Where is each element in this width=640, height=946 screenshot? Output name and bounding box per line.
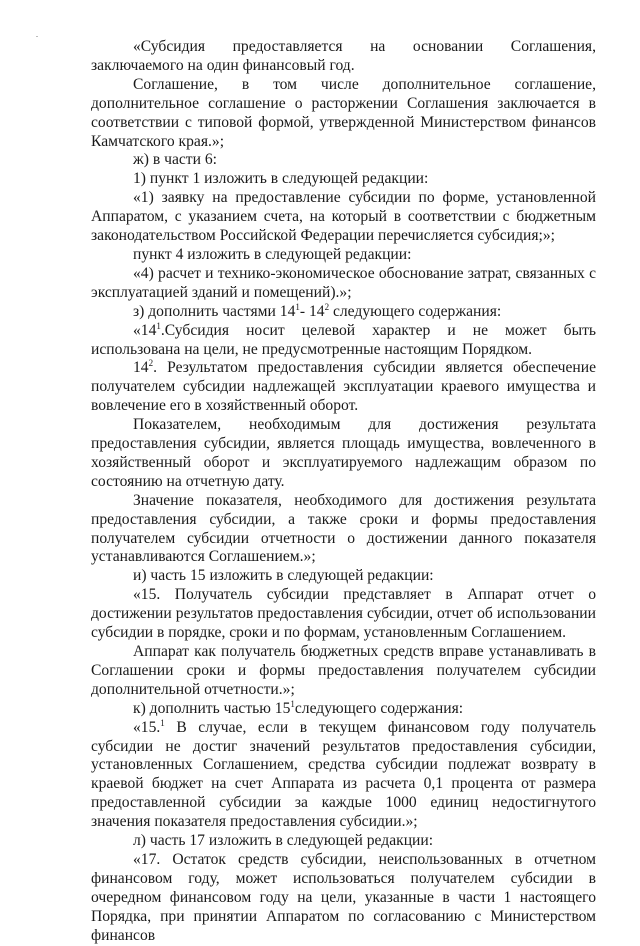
paragraph-item-z: з) дополнить частями $14^1-$ $14^2$ следующего содержания:: [133, 301, 502, 320]
paragraph-17: «17. Остаток средств субсидии, неиспользованных в отчетном финансовом году, может использоваться получателем субсидии в очередном финансовом году на цели, указанные в части 1 настоящего Порядка, при принятии Аппаратом по согласованию с Министерством финансов: [91, 850, 596, 944]
paragraph-point-1-text: «1) заявку на предоставление субсидии по форме, установленной Аппаратом, с указанием счета, на который в соответствии с бюджетным законодательством Российской Федерации перечисляется субсидия;»;: [91, 189, 596, 245]
paragraph-point-4-heading: пункт 4 изложить в следующей редакции:: [133, 245, 412, 263]
paragraph-point-4-text: «4) расчет и технико-экономическое обоснование затрат, связанных с эксплуатацией зданий и помещений).»;: [91, 264, 596, 301]
paragraph-subsidy-basis: «Субсидия предоставляется на основании Соглашения, заключаемого на один финансовый год.: [91, 38, 596, 74]
paragraph-point-1-heading: 1) пункт 1 изложить в следующей редакции:: [133, 170, 429, 188]
scan-speck: [36, 36, 38, 37]
paragraph-indicator: Показателем, необходимым для достижения результата предоставления субсидии, является площадь имущества, вовлеченного в хозяйственный оборот и эксплуатируемого надлежащим образом по состоянию на отчетную дату.: [91, 416, 596, 490]
paragraph-15: «15. Получатель субсидии представляет в Аппарат отчет о достижении результатов предоставления субсидии, отчет об использовании субсидии в порядке, сроки и по формам, установленным Соглашением.: [91, 586, 596, 642]
document-body: [91, 38, 596, 946]
paragraph-indicator-value: Значение показателя, необходимого для достижения результата предоставления субсидии, а также сроки и формы предоставления получателем субсидии отчетности о достижении данного показателя устанавливаются Соглашением.»;: [91, 491, 596, 566]
paragraph-item-zh: ж) в части 6:: [133, 151, 217, 169]
paragraph-14-2: $14^2$. Результатом предоставления субсидии является обеспечение получателем субсидии надлежащей эксплуатации краевого имущества и вовлечение его в хозяйственный оборот.: [91, 358, 596, 415]
paragraph-apparatus-rights: Аппарат как получатель бюджетных средств вправе устанавливать в Соглашении сроки и формы предоставления получателем субсидии дополнительной отчетности.»;: [91, 643, 596, 698]
paragraph-15-1: «15.$^1$ В случае, если в текущем финансовом году получатель субсидии не достиг значений результатов предоставления субсидии, установленных Соглашением, средства субсидии подлежат возврату в краевой бюджет на счет Аппарата из расчета 0,1 процента от размера предоставленной субсидии за каждые 1000 единиц недостигнутого значения показателя предоставления субсидии.»;: [91, 717, 596, 831]
paragraph-item-k: к) дополнить частью $15^1следующего$ содержания:: [133, 698, 464, 717]
paragraph-item-i: и) часть 15 изложить в следующей редакции:: [133, 567, 434, 585]
paragraph-14-1: «$14^1.Субсидия$ носит целевой характер и не может быть использована на цели, не предусмотренные настоящим Порядком.: [91, 320, 596, 358]
paragraph-item-l: л) часть 17 изложить в следующей редакции:: [133, 832, 434, 850]
paragraph-agreement: Соглашение, в том числе дополнительное соглашение, дополнительное соглашение о расторжении Соглашения заключается в соответствии с типовой формой, утвержденной Министерством финансов Камчатского края.»;: [91, 75, 596, 150]
